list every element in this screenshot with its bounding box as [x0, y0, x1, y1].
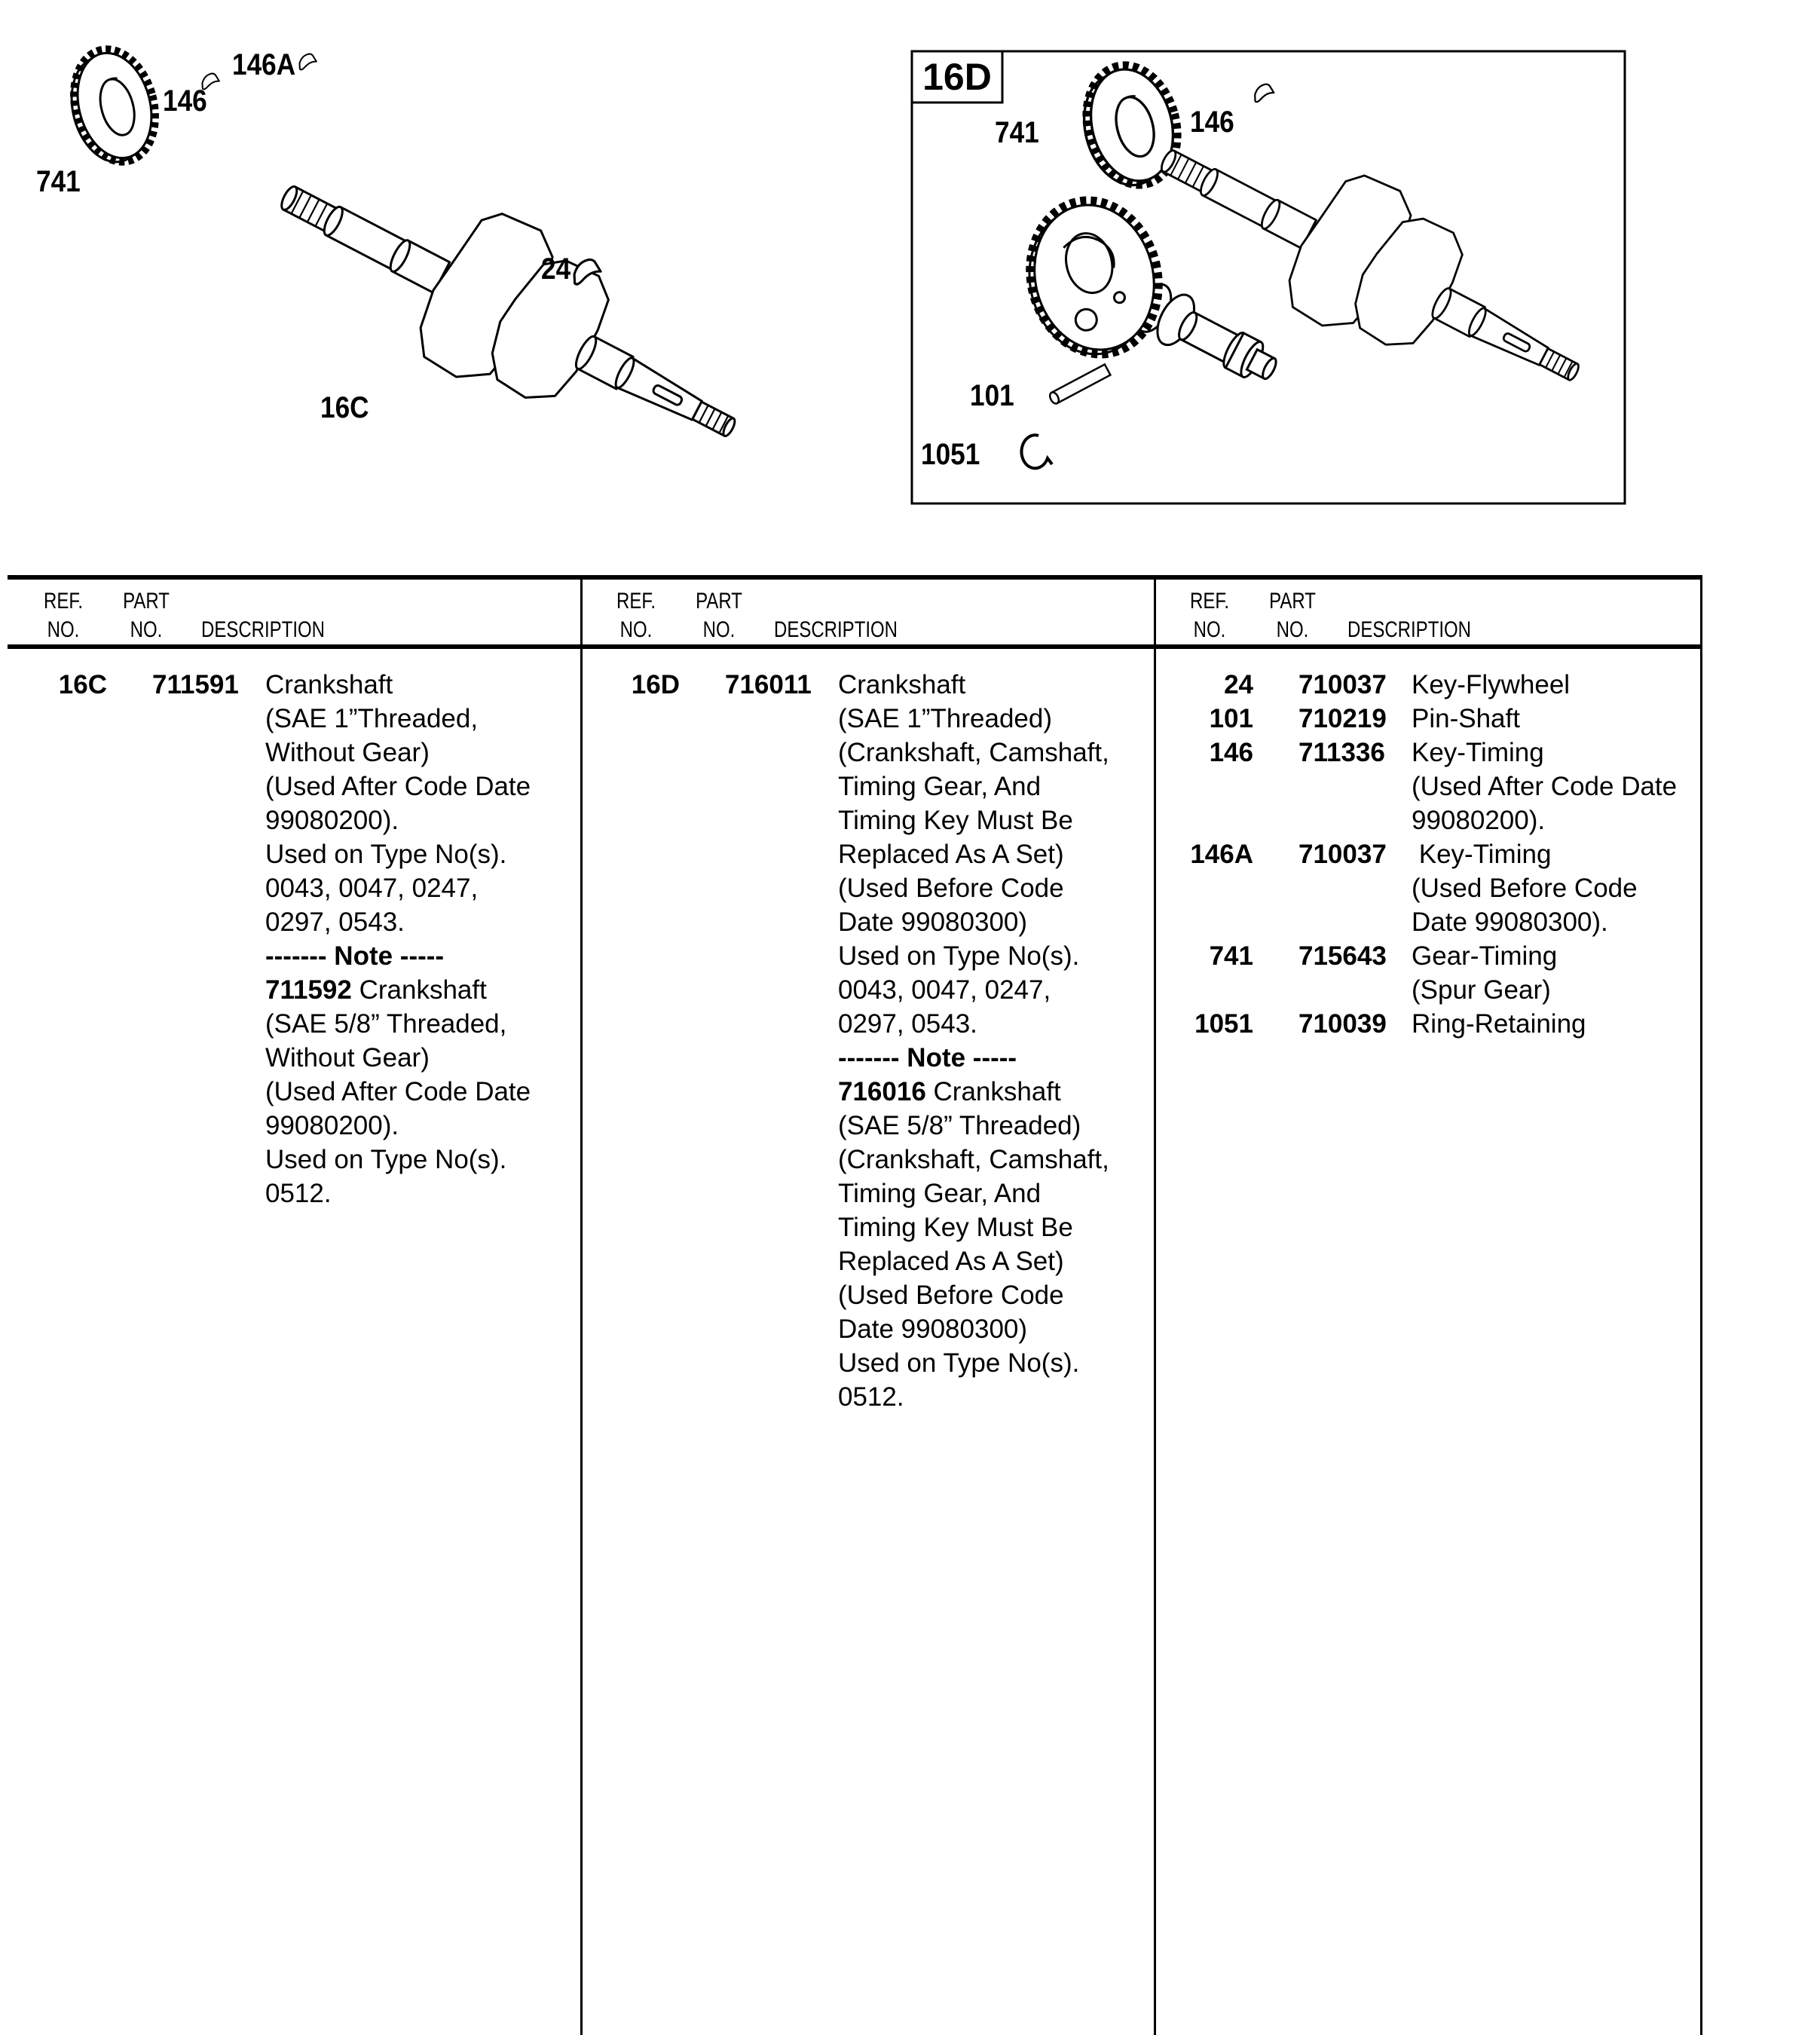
column-header-description: DESCRIPTION	[201, 617, 326, 642]
crankshaft-16d-illustration	[1130, 87, 1614, 439]
description-cell: 0043, 0047, 0247,	[838, 975, 1051, 1005]
description-cell: Ring-Retaining	[1412, 1009, 1586, 1039]
table-row	[582, 736, 1152, 770]
table-row	[9, 1007, 579, 1041]
part-no-cell: 710219	[1298, 704, 1387, 733]
table-row	[582, 1346, 1152, 1380]
description-cell: 716016 Crankshaft	[838, 1077, 1061, 1106]
table-row	[9, 736, 579, 770]
description-cell: (Used After Code Date	[265, 1077, 531, 1106]
table-row	[1155, 905, 1699, 939]
table-row	[9, 871, 579, 905]
ref-no-cell: 741	[1209, 941, 1253, 971]
description-cell: (Used Before Code	[1412, 874, 1638, 903]
description-cell: (SAE 1”Threaded,	[265, 704, 479, 733]
part-no-cell: 711336	[1298, 738, 1385, 767]
table-row	[1155, 837, 1699, 871]
column-header-part: PART NO.	[696, 589, 742, 642]
table-top-rule	[8, 575, 1702, 580]
description-cell: Key-Flywheel	[1412, 670, 1571, 699]
description-cell: ------- Note -----	[838, 1043, 1017, 1073]
table-row	[582, 1244, 1152, 1278]
description-cell: Used on Type No(s).	[838, 941, 1080, 971]
ref-no-cell: 16D	[631, 670, 680, 699]
table-row	[582, 837, 1152, 871]
table-row	[582, 1210, 1152, 1244]
part-no-cell: 716011	[725, 670, 812, 699]
description-cell: (Used After Code Date	[1412, 772, 1678, 801]
description-cell: Timing Key Must Be	[838, 1213, 1073, 1242]
table-row	[1155, 973, 1699, 1007]
table-row	[582, 871, 1152, 905]
table-row	[9, 770, 579, 803]
parts-diagram-art	[0, 0, 1820, 573]
description-cell: 0512.	[265, 1179, 332, 1208]
description-cell: (SAE 5/8” Threaded,	[265, 1009, 507, 1039]
callout-1051: 1051	[921, 438, 980, 471]
ref-no-cell: 101	[1209, 704, 1253, 733]
description-cell: Date 99080300).	[1412, 907, 1608, 937]
description-cell: 99080200).	[265, 1111, 399, 1140]
column-header-ref: REF. NO.	[616, 589, 656, 642]
description-cell: Timing Gear, And	[838, 1179, 1042, 1208]
description-cell: 0297, 0543.	[265, 907, 405, 937]
part-no-cell: 710037	[1298, 670, 1387, 699]
table-row	[582, 770, 1152, 803]
description-cell: Pin-Shaft	[1412, 704, 1520, 733]
description-cell: Crankshaft	[838, 670, 966, 699]
description-cell: Replaced As A Set)	[838, 840, 1064, 869]
table-row	[582, 1380, 1152, 1414]
table-header-rule	[8, 644, 1702, 649]
callout-24: 24	[541, 252, 571, 286]
table-row	[9, 837, 579, 871]
callout-101: 101	[970, 379, 1014, 412]
description-cell: Without Gear)	[265, 738, 430, 767]
table-row	[582, 668, 1152, 702]
table-row	[1155, 803, 1699, 837]
callout-741-right: 741	[995, 116, 1039, 149]
table-row	[9, 1075, 579, 1109]
description-cell: Key-Timing	[1412, 738, 1544, 767]
column-header-ref: REF. NO.	[43, 589, 83, 642]
description-cell: (Used Before Code	[838, 874, 1064, 903]
description-cell: Timing Gear, And	[838, 772, 1042, 801]
table-row	[1155, 939, 1699, 973]
ref-no-cell: 24	[1224, 670, 1253, 699]
column-header-description: DESCRIPTION	[1347, 617, 1472, 642]
callout-146a: 146A	[232, 48, 296, 81]
callout-146-left: 146	[163, 84, 207, 118]
ref-no-cell: 146A	[1190, 840, 1253, 869]
description-cell: 0043, 0047, 0247,	[265, 874, 479, 903]
description-cell: Crankshaft	[265, 670, 393, 699]
parts-list-section-2	[582, 668, 1152, 1414]
table-row	[582, 1312, 1152, 1346]
description-cell: (SAE 5/8” Threaded)	[838, 1111, 1081, 1140]
part-no-cell: 715643	[1298, 941, 1387, 971]
table-row	[9, 1177, 579, 1210]
parts-list-section-3	[1155, 668, 1699, 1041]
ref-no-cell: 16C	[58, 670, 107, 699]
table-row	[9, 803, 579, 837]
description-cell: (Used Before Code	[838, 1281, 1064, 1310]
table-row	[582, 803, 1152, 837]
description-cell: (Spur Gear)	[1412, 975, 1551, 1005]
table-row	[9, 939, 579, 973]
table-row	[9, 702, 579, 736]
ref-no-cell: 146	[1209, 738, 1253, 767]
table-row	[1155, 668, 1699, 702]
table-row	[582, 973, 1152, 1007]
table-row	[9, 1143, 579, 1177]
table-row	[1155, 736, 1699, 770]
column-header-ref: REF. NO.	[1189, 589, 1229, 642]
key-146-right-icon	[1254, 83, 1275, 105]
table-row	[9, 905, 579, 939]
table-row	[582, 905, 1152, 939]
parts-list-section-1	[9, 668, 579, 1210]
callout-741-left: 741	[36, 165, 81, 198]
description-cell: (Crankshaft, Camshaft,	[838, 738, 1109, 767]
description-cell: Used on Type No(s).	[265, 1145, 507, 1174]
callout-16d-box-label: 16D	[922, 56, 992, 98]
part-no-cell: 710037	[1298, 840, 1387, 869]
table-row	[1155, 871, 1699, 905]
column-divider-3	[1700, 575, 1702, 2035]
description-cell: Date 99080300)	[838, 1314, 1028, 1344]
timing-gear-741-left-illustration	[59, 40, 167, 172]
key-146a-icon	[298, 53, 317, 72]
description-cell: (SAE 1”Threaded)	[838, 704, 1053, 733]
table-row	[1155, 1007, 1699, 1041]
table-row	[9, 1109, 579, 1143]
description-cell: Gear-Timing	[1412, 941, 1558, 971]
callout-146-right: 146	[1190, 106, 1234, 139]
retaining-ring-1051-illustration	[1021, 435, 1052, 468]
table-row	[9, 668, 579, 702]
table-row	[582, 1041, 1152, 1075]
crankshaft-16c-illustration	[247, 118, 773, 501]
description-cell: ------- Note -----	[265, 941, 445, 971]
callout-16c: 16C	[320, 391, 369, 424]
description-cell: Date 99080300)	[838, 907, 1028, 937]
description-cell: Without Gear)	[265, 1043, 430, 1073]
description-cell: Key-Timing	[1412, 840, 1552, 869]
table-row	[9, 973, 579, 1007]
description-cell: (Used After Code Date	[265, 772, 531, 801]
table-row	[582, 939, 1152, 973]
table-row	[9, 1041, 579, 1075]
description-cell: (Crankshaft, Camshaft,	[838, 1145, 1109, 1174]
table-row	[1155, 702, 1699, 736]
description-cell: 99080200).	[265, 806, 399, 835]
pin-101-illustration	[1048, 364, 1111, 405]
column-header-description: DESCRIPTION	[774, 617, 898, 642]
column-header-part: PART NO.	[1269, 589, 1316, 642]
description-cell: Replaced As A Set)	[838, 1247, 1064, 1276]
description-cell: Used on Type No(s).	[265, 840, 507, 869]
description-cell: 711592 Crankshaft	[265, 975, 487, 1005]
table-row	[582, 1177, 1152, 1210]
table-row	[582, 1143, 1152, 1177]
description-cell: 0512.	[838, 1382, 904, 1412]
table-row	[1155, 770, 1699, 803]
table-row	[582, 1007, 1152, 1041]
part-no-cell: 711591	[152, 670, 239, 699]
table-row	[582, 1075, 1152, 1109]
table-row	[582, 702, 1152, 736]
column-header-part: PART NO.	[123, 589, 170, 642]
description-cell: Used on Type No(s).	[838, 1348, 1080, 1378]
description-cell: 99080200).	[1412, 806, 1546, 835]
table-row	[582, 1109, 1152, 1143]
table-row	[582, 1278, 1152, 1312]
ref-no-cell: 1051	[1194, 1009, 1253, 1039]
description-cell: 0297, 0543.	[838, 1009, 977, 1039]
description-cell: Timing Key Must Be	[838, 806, 1073, 835]
part-no-cell: 710039	[1298, 1009, 1387, 1039]
